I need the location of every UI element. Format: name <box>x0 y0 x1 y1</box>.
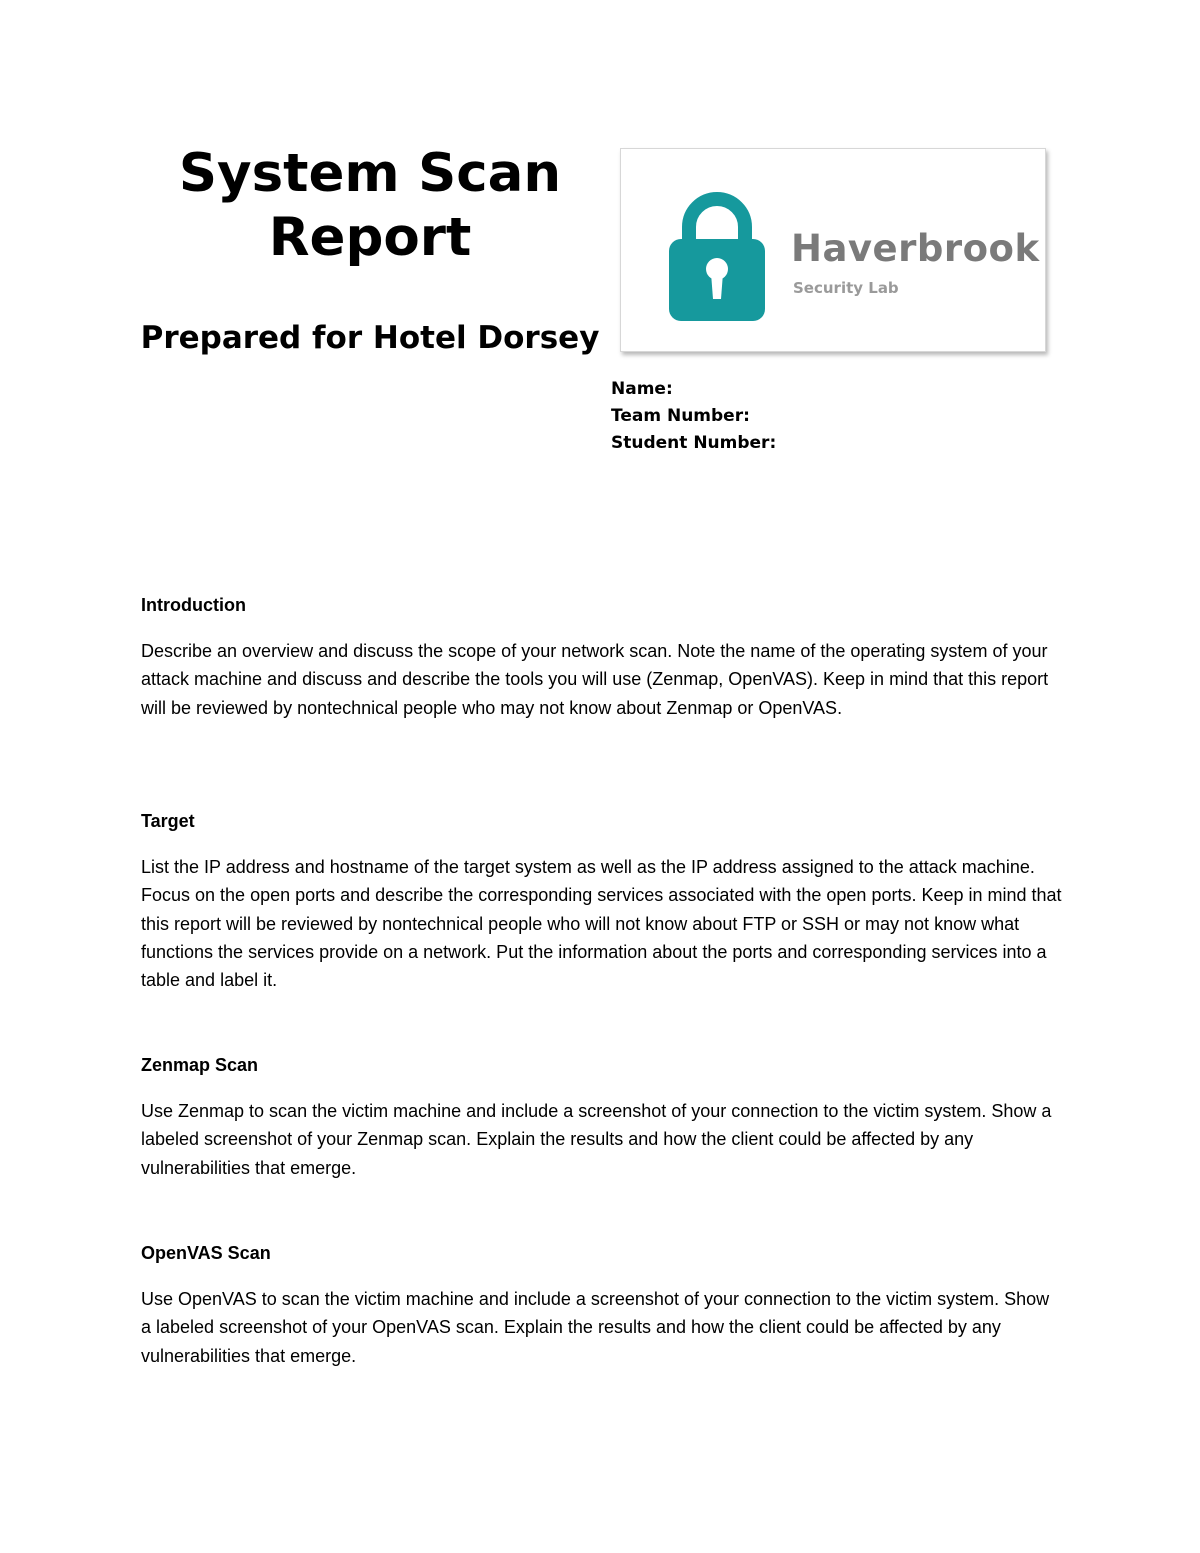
logo-tagline: Security Lab <box>793 279 899 297</box>
student-info <box>611 376 776 457</box>
section-text: Use OpenVAS to scan the victim machine and include a screenshot of your connection to the victim system. Show a labeled screenshot of your OpenVAS scan. Explain the results and how the client could be affected by any vulnerabilities that emerge. <box>141 1289 1050 1366</box>
report-subtitle: Prepared for Hotel Dorsey <box>140 320 600 356</box>
student-number-label: Student Number: <box>611 433 777 453</box>
section-heading: Zenmap Scan <box>141 1055 259 1075</box>
logo-brand-name: Haverbrook <box>791 227 1040 270</box>
section-heading: OpenVAS Scan <box>141 1243 271 1263</box>
section-zenmap-scan <box>141 1053 1063 1182</box>
company-logo <box>620 148 1046 352</box>
team-number-label: Team Number: <box>611 406 750 426</box>
section-openvas-scan <box>141 1241 1063 1370</box>
lock-icon <box>667 189 767 323</box>
section-introduction <box>141 593 1063 722</box>
section-heading: Target <box>141 811 195 831</box>
name-label: Name: <box>611 379 673 399</box>
section-text: List the IP address and hostname of the target system as well as the IP address assigned to the attack machine. Focus on the open ports and describe the corresponding services associated with the open ports. Keep in mind that this report will be reviewed by nontechnical people who will not know about FTP or SSH or may not know what functions the services provide on a network. Put the information about the ports and corresponding services into a table and label it. <box>141 857 1062 991</box>
report-title: System Scan Report <box>178 143 562 268</box>
section-text: Use Zenmap to scan the victim machine and include a screenshot of your connection to the victim system. Show a labeled screenshot of your Zenmap scan. Explain the results and how the client could be affected by any vulnerabilities that emerge. <box>141 1101 1052 1178</box>
section-heading: Introduction <box>141 595 246 615</box>
section-text: Describe an overview and discuss the scope of your network scan. Note the name of the operating system of your attack machine and discuss and describe the tools you will use (Zenmap, OpenVAS). Keep in mind that this report will be reviewed by nontechnical people who may not know about Zenmap or OpenVAS. <box>141 641 1049 718</box>
title-block <box>140 142 600 356</box>
section-target <box>141 809 1063 994</box>
